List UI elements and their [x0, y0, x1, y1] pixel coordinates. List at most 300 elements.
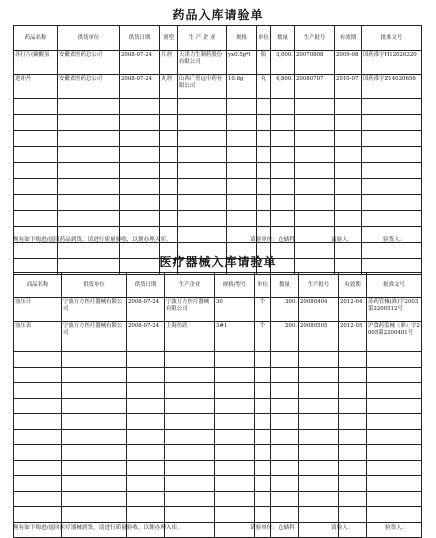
empty-table-cell: [62, 476, 127, 492]
empty-table-cell: [127, 398, 165, 414]
table-cell: 苏药管械(准)字2003第2200512号: [367, 298, 422, 322]
empty-table-cell: [299, 445, 339, 461]
empty-table-cell: [227, 195, 257, 211]
column-header: 规格/型号: [215, 273, 255, 298]
empty-table-cell: [271, 179, 295, 195]
empty-table-cell: [14, 398, 62, 414]
empty-table-cell: [120, 211, 160, 227]
empty-table-cell: [295, 163, 335, 179]
empty-table-cell: [271, 445, 299, 461]
empty-table-cell: [255, 398, 271, 414]
empty-table-cell: [257, 147, 271, 163]
empty-table-cell: [255, 352, 271, 368]
table-cell: 2010-07: [335, 75, 362, 99]
empty-table-cell: [120, 195, 160, 211]
footer-unit: 请验单位：仓储科: [250, 525, 295, 531]
footer-note: 现有如下购进/退回药品到货，请进行质量验收，以便办理入库。: [13, 237, 172, 243]
table-cell: 瓶: [257, 51, 271, 75]
empty-table-cell: [299, 352, 339, 368]
footer-inspector: 验货人：: [385, 525, 408, 531]
table-cell: 2008-07-24: [127, 298, 165, 322]
table-cell: 国药准字Z14020656: [362, 75, 422, 99]
empty-table-cell: [165, 383, 215, 399]
table-cell: 300.: [271, 298, 299, 322]
empty-table-cell: [58, 195, 120, 211]
empty-table-cell: [14, 115, 58, 131]
empty-table-cell: [227, 211, 257, 227]
empty-table-cell: [255, 507, 271, 523]
column-header: 数量: [271, 26, 295, 51]
table-cell: 苏打片(碳酸氢: [14, 51, 58, 75]
empty-table-cell: [339, 398, 367, 414]
empty-table-cell: [271, 507, 299, 523]
table-row: [14, 51, 422, 75]
empty-table-cell: [227, 99, 257, 115]
empty-table-cell: [58, 115, 120, 131]
device-form-title: 医疗器械入库请验单: [159, 255, 277, 269]
empty-table-cell: [295, 227, 335, 243]
empty-table-cell: [215, 367, 255, 383]
empty-table-cell: [295, 211, 335, 227]
empty-table-cell: [215, 445, 255, 461]
empty-table-cell: [295, 195, 335, 211]
table-cell: 天津力生制药股份有限公司: [178, 51, 227, 75]
empty-table-row: [14, 163, 422, 179]
empty-table-cell: [299, 460, 339, 476]
table-cell: 200.: [271, 322, 299, 352]
table-row: [14, 298, 422, 322]
table-cell: 个: [255, 322, 271, 352]
footer-unit: 请验单位：仓储科: [250, 237, 295, 243]
column-header: 药品名称: [14, 26, 58, 51]
table-cell: 血压表: [14, 322, 62, 352]
empty-table-cell: [14, 491, 62, 507]
empty-table-cell: [165, 367, 215, 383]
empty-table-cell: [299, 414, 339, 430]
table-cell: 沪食药监械（准）字2005第2200401号: [367, 322, 422, 352]
empty-table-cell: [255, 476, 271, 492]
empty-table-cell: [299, 507, 339, 523]
table-cell: 2009-08: [335, 51, 362, 75]
table-row: [14, 75, 422, 99]
empty-table-cell: [339, 367, 367, 383]
empty-table-cell: [120, 131, 160, 147]
empty-table-cell: [127, 491, 165, 507]
empty-table-cell: [127, 507, 165, 523]
empty-table-cell: [165, 491, 215, 507]
empty-table-cell: [127, 476, 165, 492]
empty-table-cell: [367, 507, 422, 523]
empty-table-cell: [127, 367, 165, 383]
column-header: 供货单位: [62, 273, 127, 298]
empty-table-cell: [14, 147, 58, 163]
empty-table-cell: [339, 460, 367, 476]
empty-table-cell: [271, 163, 295, 179]
table-cell: 丸剂: [160, 75, 178, 99]
table-cell: 20080404: [299, 298, 339, 322]
empty-table-cell: [339, 476, 367, 492]
empty-table-cell: [165, 398, 215, 414]
empty-table-cell: [367, 398, 422, 414]
device-inspection-table: [13, 272, 422, 538]
empty-table-cell: [14, 163, 58, 179]
empty-table-row: [14, 476, 422, 492]
empty-table-cell: [295, 147, 335, 163]
empty-table-cell: [339, 507, 367, 523]
empty-table-cell: [62, 398, 127, 414]
empty-table-cell: [178, 147, 227, 163]
empty-table-row: [14, 491, 422, 507]
empty-table-cell: [62, 367, 127, 383]
empty-table-cell: [227, 179, 257, 195]
empty-table-cell: [271, 429, 299, 445]
empty-table-cell: [58, 131, 120, 147]
empty-table-cell: [271, 352, 299, 368]
empty-table-cell: [165, 476, 215, 492]
empty-table-cell: [255, 460, 271, 476]
empty-table-cell: [14, 445, 62, 461]
empty-table-cell: [299, 367, 339, 383]
footer-inspector: 验货人：: [383, 237, 406, 243]
empty-table-cell: [257, 115, 271, 131]
column-header: 生产企业: [165, 273, 215, 298]
empty-table-row: [14, 99, 422, 115]
empty-table-cell: [257, 195, 271, 211]
empty-table-cell: [335, 131, 362, 147]
empty-table-cell: [178, 211, 227, 227]
footer-requester: 请验人：: [331, 237, 354, 243]
empty-table-cell: [58, 147, 120, 163]
empty-table-cell: [127, 460, 165, 476]
empty-table-cell: [215, 414, 255, 430]
empty-table-cell: [215, 476, 255, 492]
empty-table-cell: [299, 398, 339, 414]
empty-table-cell: [367, 367, 422, 383]
empty-table-cell: [165, 429, 215, 445]
empty-table-cell: [127, 352, 165, 368]
empty-table-row: [14, 211, 422, 227]
empty-table-cell: [14, 476, 62, 492]
empty-table-cell: [14, 352, 62, 368]
empty-table-cell: [255, 445, 271, 461]
empty-table-cell: [120, 99, 160, 115]
empty-table-cell: [127, 383, 165, 399]
empty-table-cell: [299, 491, 339, 507]
empty-table-cell: [127, 445, 165, 461]
column-header: 供货日期: [120, 26, 160, 51]
empty-table-cell: [335, 179, 362, 195]
empty-table-cell: [255, 429, 271, 445]
empty-table-cell: [14, 211, 58, 227]
empty-table-cell: [339, 352, 367, 368]
empty-table-cell: [367, 476, 422, 492]
empty-table-cell: [62, 352, 127, 368]
empty-table-cell: [271, 211, 295, 227]
column-header: 单位: [257, 26, 271, 51]
empty-table-row: [14, 383, 422, 399]
table-cell: 血压计: [14, 298, 62, 322]
table-cell: 20070808: [295, 51, 335, 75]
column-header: 有效期: [339, 273, 367, 298]
empty-table-cell: [120, 147, 160, 163]
empty-table-cell: [178, 99, 227, 115]
table-cell: 安徽省医药总公司: [58, 75, 120, 99]
empty-table-cell: [271, 131, 295, 147]
empty-table-cell: [62, 414, 127, 430]
empty-table-cell: [14, 367, 62, 383]
empty-table-cell: [255, 491, 271, 507]
table-cell: 上海鱼跃: [165, 322, 215, 352]
table-cell: 丸: [257, 75, 271, 99]
table-row: [14, 322, 422, 352]
empty-table-cell: [160, 195, 178, 211]
empty-table-cell: [362, 163, 422, 179]
empty-table-cell: [299, 383, 339, 399]
empty-table-cell: [271, 460, 299, 476]
column-header: 生 产 企 业: [178, 26, 227, 51]
empty-table-cell: [14, 429, 62, 445]
table-cell: 2008-07-24: [120, 75, 160, 99]
footer-requester: 请验人：: [331, 525, 354, 531]
empty-table-cell: [295, 179, 335, 195]
table-cell: 20080707: [295, 75, 335, 99]
empty-table-cell: [271, 115, 295, 131]
empty-table-cell: [257, 99, 271, 115]
empty-table-cell: [335, 115, 362, 131]
table-cell: 逆冲丹: [14, 75, 58, 99]
empty-table-cell: [367, 491, 422, 507]
empty-table-cell: [339, 491, 367, 507]
empty-table-cell: [58, 179, 120, 195]
empty-table-cell: [160, 131, 178, 147]
empty-table-cell: [362, 131, 422, 147]
empty-table-row: [14, 367, 422, 383]
column-header: 生产批号: [295, 26, 335, 51]
empty-table-cell: [14, 195, 58, 211]
empty-table-cell: [120, 115, 160, 131]
empty-table-cell: [335, 195, 362, 211]
empty-table-cell: [127, 414, 165, 430]
empty-table-cell: [178, 227, 227, 243]
empty-table-cell: [165, 414, 215, 430]
empty-table-row: [14, 195, 422, 211]
empty-table-cell: [178, 195, 227, 211]
table-cell: 宁波万方医疗器械有限公司: [62, 322, 127, 352]
empty-table-cell: [165, 445, 215, 461]
empty-table-cell: [271, 491, 299, 507]
empty-table-cell: [227, 147, 257, 163]
table-cell: 10.8g: [227, 75, 257, 99]
empty-table-cell: [160, 163, 178, 179]
empty-table-cell: [215, 429, 255, 445]
empty-table-cell: [227, 163, 257, 179]
empty-table-cell: [362, 211, 422, 227]
column-header: 规格: [227, 26, 257, 51]
empty-table-cell: [58, 211, 120, 227]
empty-table-cell: [120, 163, 160, 179]
empty-table-cell: [62, 445, 127, 461]
empty-table-row: [14, 147, 422, 163]
empty-table-cell: [367, 460, 422, 476]
empty-table-cell: [271, 99, 295, 115]
table-cell: 安徽省医药总公司: [58, 51, 120, 75]
empty-table-cell: [14, 179, 58, 195]
empty-table-cell: [127, 429, 165, 445]
empty-table-cell: [215, 383, 255, 399]
column-header: 商品名称: [14, 273, 62, 298]
column-header: 批准文号: [367, 273, 422, 298]
empty-table-cell: [165, 460, 215, 476]
empty-table-row: [14, 115, 422, 131]
table-cell: 2008-07-24: [120, 51, 160, 75]
empty-table-cell: [367, 414, 422, 430]
empty-table-cell: [271, 147, 295, 163]
empty-table-cell: [178, 163, 227, 179]
empty-table-cell: [367, 352, 422, 368]
table-cell: 国药准字H12020220: [362, 51, 422, 75]
empty-table-cell: [160, 211, 178, 227]
empty-table-cell: [62, 460, 127, 476]
medicine-form-title: 药品入库请验单: [172, 8, 264, 22]
table-cell: 宁波万方医疗器械有限公司: [165, 298, 215, 322]
empty-table-cell: [14, 99, 58, 115]
empty-table-cell: [367, 445, 422, 461]
empty-table-row: [14, 179, 422, 195]
empty-table-cell: [227, 131, 257, 147]
empty-table-cell: [160, 115, 178, 131]
empty-table-cell: [160, 147, 178, 163]
empty-table-cell: [14, 414, 62, 430]
empty-table-row: [14, 414, 422, 430]
table-cell: yx0.5g*l: [227, 51, 257, 75]
empty-table-cell: [295, 99, 335, 115]
empty-table-cell: [58, 163, 120, 179]
empty-table-cell: [335, 147, 362, 163]
column-header: 供货日期: [127, 273, 165, 298]
empty-table-cell: [165, 507, 215, 523]
empty-table-cell: [120, 179, 160, 195]
table-cell: 宁波万方医疗器械有限公司: [62, 298, 127, 322]
empty-table-cell: [62, 507, 127, 523]
empty-table-cell: [367, 429, 422, 445]
empty-table-row: [14, 131, 422, 147]
empty-table-cell: [62, 491, 127, 507]
empty-table-cell: [362, 147, 422, 163]
empty-table-cell: [178, 131, 227, 147]
empty-table-row: [14, 460, 422, 476]
empty-table-cell: [339, 429, 367, 445]
column-header: 有效期: [335, 26, 362, 51]
table-cell: 4,800.: [271, 75, 295, 99]
empty-table-cell: [14, 460, 62, 476]
empty-table-cell: [257, 163, 271, 179]
empty-table-cell: [14, 131, 58, 147]
table-cell: 片剂: [160, 51, 178, 75]
empty-table-row: [14, 398, 422, 414]
table-cell: 30: [215, 298, 255, 322]
empty-table-cell: [215, 491, 255, 507]
empty-table-cell: [271, 414, 299, 430]
empty-table-cell: [227, 115, 257, 131]
empty-table-cell: [299, 429, 339, 445]
empty-table-cell: [362, 115, 422, 131]
empty-table-cell: [271, 398, 299, 414]
empty-table-cell: [215, 352, 255, 368]
empty-table-cell: [58, 99, 120, 115]
table-cell: 2012-05: [339, 322, 367, 352]
empty-table-cell: [255, 383, 271, 399]
empty-table-cell: [215, 460, 255, 476]
empty-table-cell: [178, 115, 227, 131]
empty-table-cell: [339, 445, 367, 461]
empty-table-cell: [257, 131, 271, 147]
empty-table-cell: [295, 131, 335, 147]
column-header: 剂型: [160, 26, 178, 51]
table-header-row: [14, 273, 422, 298]
empty-table-cell: [255, 414, 271, 430]
empty-table-cell: [257, 211, 271, 227]
table-cell: 个: [255, 298, 271, 322]
empty-table-cell: [335, 163, 362, 179]
empty-table-cell: [62, 429, 127, 445]
empty-table-cell: [362, 99, 422, 115]
empty-table-cell: [178, 179, 227, 195]
empty-table-cell: [215, 522, 255, 538]
empty-table-cell: [215, 507, 255, 523]
column-header: 批准文号: [362, 26, 422, 51]
footer-note: 现有如下购进/退回医疗器械到货，请进行质量验收，以便办理入库。: [13, 525, 183, 531]
empty-table-cell: [335, 99, 362, 115]
empty-table-cell: [299, 476, 339, 492]
empty-table-cell: [160, 179, 178, 195]
empty-table-cell: [165, 352, 215, 368]
column-header: 单位: [255, 273, 271, 298]
column-header: 数量: [271, 273, 299, 298]
empty-table-cell: [271, 383, 299, 399]
empty-table-cell: [271, 195, 295, 211]
table-cell: 2012-04: [339, 298, 367, 322]
empty-table-cell: [295, 115, 335, 131]
empty-table-cell: [215, 398, 255, 414]
empty-table-cell: [362, 179, 422, 195]
empty-table-row: [14, 445, 422, 461]
table-cell: 20080505: [299, 322, 339, 352]
empty-table-row: [14, 352, 422, 368]
column-header: 生产批号: [299, 273, 339, 298]
empty-table-cell: [257, 179, 271, 195]
table-cell: 山西广誉远中药有限公司: [178, 75, 227, 99]
empty-table-cell: [367, 383, 422, 399]
empty-table-cell: [62, 383, 127, 399]
column-header: 供货单位: [58, 26, 120, 51]
empty-table-cell: [339, 383, 367, 399]
empty-table-cell: [271, 476, 299, 492]
empty-table-cell: [362, 195, 422, 211]
empty-table-cell: [14, 383, 62, 399]
empty-table-cell: [160, 99, 178, 115]
empty-table-cell: [255, 367, 271, 383]
empty-table-row: [14, 507, 422, 523]
table-header-row: [14, 26, 422, 51]
table-cell: 3,000.: [271, 51, 295, 75]
table-cell: 3#1: [215, 322, 255, 352]
empty-table-cell: [14, 507, 62, 523]
empty-table-cell: [339, 414, 367, 430]
table-cell: 2008-07-24: [127, 322, 165, 352]
empty-table-row: [14, 429, 422, 445]
empty-table-cell: [271, 367, 299, 383]
empty-table-cell: [335, 211, 362, 227]
